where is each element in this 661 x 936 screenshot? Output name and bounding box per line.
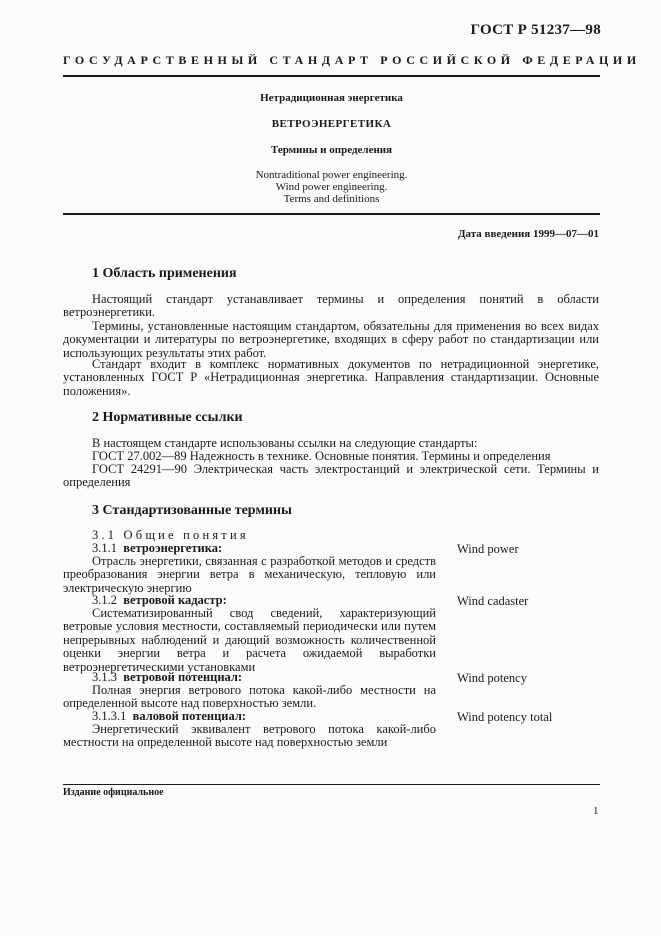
- paragraph: Термины, установленные настоящим стандартом, обязательны для применения во всех видах документации и литературы по ветроэнергетике, входящих в сферу работ по стандартизации или использующих результаты этих работ.: [63, 319, 599, 360]
- english-title-line: Wind power engineering.: [275, 181, 388, 193]
- document-number: ГОСТ Р 51237—98: [470, 22, 601, 38]
- term-definition: Отрасль энергетики, связанная с разработкой методов и средств преобразования энергии ветра в механическую, тепловую или электрическую энергию: [63, 554, 436, 595]
- paragraph: Стандарт входит в комплекс нормативных документов по нетрадиционной энергетике, установленных ГОСТ Р «Нетрадиционная энергетика. Направления стандартизации. Основные положения».: [63, 357, 599, 398]
- term-definition: Энергетический эквивалент ветрового потока какой-либо местности на определенной высоте над поверхностью земли: [63, 722, 436, 750]
- term-english: Wind potency: [457, 671, 527, 685]
- term-definition: Систематизированный свод сведений, характеризующий ветровые условия местности, составляемый периодически или путем непрерывных наблюдений и дающий возможность количественной оценки энергии ветра и расчета ожидаемой выработки ветроэнергетическими установками: [63, 606, 436, 674]
- section-heading: 1 Область применения: [92, 266, 237, 281]
- term-english: Wind power: [457, 542, 519, 556]
- english-title-line: Nontraditional power engineering.: [255, 169, 408, 181]
- section-heading: 3 Стандартизованные термины: [92, 503, 292, 518]
- section-heading: 2 Нормативные ссылки: [92, 410, 243, 425]
- page-number: 1: [593, 805, 599, 817]
- term-name: ветроэнергетика:: [123, 541, 223, 555]
- reference-item: ГОСТ 24291—90 Электрическая часть электростанций и электрической сети. Термины и определения: [63, 462, 599, 490]
- term-number: 3.1.2: [92, 593, 117, 607]
- term-name: ветровой потенциал:: [123, 670, 243, 684]
- state-standard-header: ГОСУДАРСТВЕННЫЙ СТАНДАРТ РОССИЙСКОЙ ФЕДЕРАЦИИ: [63, 53, 641, 67]
- title-divider: [63, 213, 600, 215]
- term-name: валовой потенциал:: [132, 709, 247, 723]
- term-english: Wind potency total: [457, 710, 553, 724]
- date-of-introduction: Дата введения 1999—07—01: [457, 228, 599, 240]
- title-line-1: Нетрадиционная энергетика: [260, 92, 403, 104]
- paragraph: В настоящем стандарте использованы ссылки на следующие стандарты:: [92, 436, 478, 450]
- reference-item: ГОСТ 27.002—89 Надежность в технике. Основные понятия. Термины и определения: [92, 449, 551, 463]
- top-divider: [63, 75, 600, 77]
- term-number: 3.1.1: [92, 541, 117, 555]
- term-number: 3.1.3: [92, 670, 117, 684]
- title-line-2: ВЕТРОЭНЕРГЕТИКА: [271, 118, 392, 130]
- paragraph: Настоящий стандарт устанавливает термины и определения понятий в области ветроэнергетики.: [63, 292, 599, 320]
- term-number: 3.1.3.1: [92, 709, 127, 723]
- edition-label: Издание официальное: [63, 787, 164, 798]
- term-english: Wind cadaster: [457, 594, 529, 608]
- footer-divider: [63, 784, 600, 785]
- english-title: [63, 169, 600, 205]
- term-name: ветровой кадастр:: [123, 593, 227, 607]
- title-line-3: Термины и определения: [270, 144, 393, 156]
- subsection-heading: 3.1 Общие понятия: [92, 528, 249, 542]
- english-title-line: Terms and definitions: [283, 193, 380, 205]
- term-definition: Полная энергия ветрового потока какой-либо местности на определенной высоте над поверхностью земли.: [63, 683, 436, 711]
